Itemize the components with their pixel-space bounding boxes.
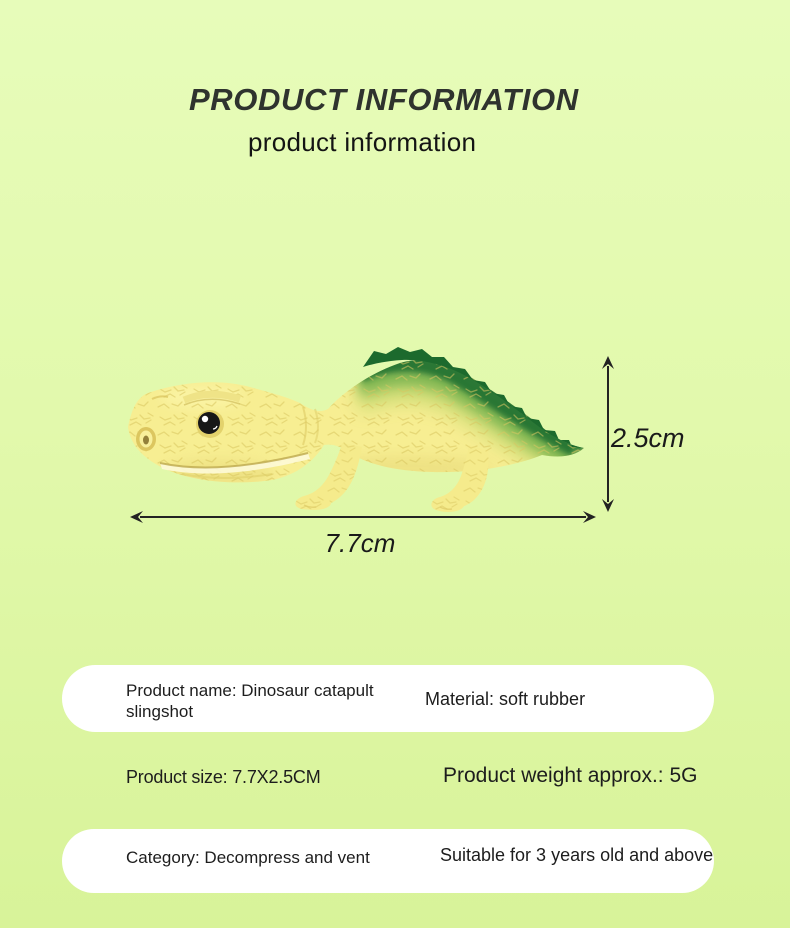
page-subtitle: product information — [248, 127, 477, 157]
width-dimension-arrow — [128, 508, 598, 526]
dinosaur-toy-image — [122, 345, 592, 520]
spec-age-suitability: Suitable for 3 years old and above — [440, 845, 714, 865]
spec-category: Category: Decompress and vent — [126, 848, 370, 867]
dino-snout-hole — [136, 427, 156, 451]
spec-material: Material: soft rubber — [425, 689, 586, 709]
spec-product-size: Product size: 7.7X2.5CM — [126, 767, 321, 787]
page-title: PRODUCT INFORMATION — [189, 82, 579, 117]
width-dimension-label: 7.7cm — [324, 528, 396, 558]
spec-product-weight: Product weight approx.: 5G — [443, 764, 698, 787]
spec-product-name: Product name: Dinosaur catapult slingshot — [126, 681, 374, 721]
dino-eye — [198, 412, 220, 434]
height-dimension-label: 2.5cm — [611, 423, 685, 453]
